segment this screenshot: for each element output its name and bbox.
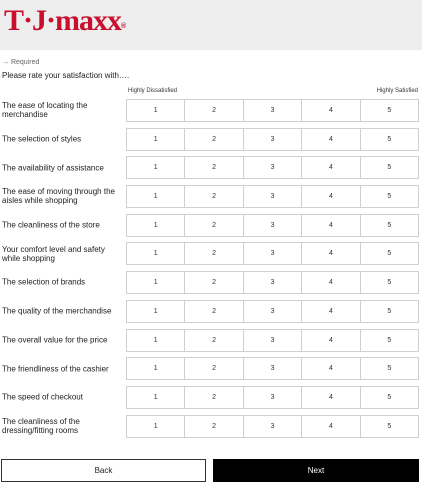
rating-option-1[interactable]: 1: [126, 386, 185, 409]
rating-option-1[interactable]: 1: [126, 329, 185, 352]
rating-option-1[interactable]: 1: [126, 214, 185, 237]
rating-options: [126, 357, 419, 380]
rating-option-2[interactable]: 2: [184, 329, 243, 352]
rating-option-5[interactable]: 5: [360, 386, 419, 409]
question-label: The availability of assistance: [2, 163, 104, 173]
question-label: The cleanliness of the store: [2, 220, 100, 230]
rating-option-5[interactable]: 5: [360, 329, 419, 352]
question-row: [0, 211, 422, 240]
rating-options: [126, 415, 419, 438]
rating-option-3[interactable]: 3: [243, 128, 302, 151]
rating-option-2[interactable]: 2: [184, 214, 243, 237]
rating-option-4[interactable]: 4: [301, 386, 360, 409]
question-label: The selection of styles: [2, 134, 82, 144]
rating-option-1[interactable]: 1: [126, 156, 185, 179]
rating-options: [126, 300, 419, 323]
rating-option-3[interactable]: 3: [243, 415, 302, 438]
rating-option-1[interactable]: 1: [126, 271, 185, 294]
question-label: The selection of brands: [2, 277, 86, 287]
rating-grid: [0, 96, 422, 440]
rating-option-5[interactable]: 5: [360, 214, 419, 237]
rating-option-5[interactable]: 5: [360, 271, 419, 294]
rating-option-4[interactable]: 4: [301, 99, 360, 122]
rating-option-2[interactable]: 2: [184, 242, 243, 265]
rating-option-4[interactable]: 4: [301, 329, 360, 352]
rating-options: [126, 242, 419, 265]
tjmaxx-logo: T·J·maxx®: [4, 4, 126, 37]
rating-option-2[interactable]: 2: [184, 156, 243, 179]
rating-option-4[interactable]: 4: [301, 156, 360, 179]
rating-option-3[interactable]: 3: [243, 214, 302, 237]
rating-options: [126, 99, 419, 122]
required-note: → Required: [2, 59, 40, 66]
rating-options: [126, 185, 419, 208]
survey-prompt: Please rate your satisfaction with….: [2, 71, 130, 80]
question-label: The ease of moving through the aisles while shopping: [2, 187, 115, 206]
rating-option-1[interactable]: 1: [126, 242, 185, 265]
scale-high-label: Highly Satisfied: [376, 88, 418, 94]
rating-option-2[interactable]: 2: [184, 415, 243, 438]
rating-option-5[interactable]: 5: [360, 156, 419, 179]
rating-option-3[interactable]: 3: [243, 300, 302, 323]
back-button[interactable]: Back: [1, 459, 206, 482]
scale-low-label: Highly Dissatisfied: [128, 88, 178, 94]
rating-option-5[interactable]: 5: [360, 415, 419, 438]
rating-option-1[interactable]: 1: [126, 357, 185, 380]
rating-option-1[interactable]: 1: [126, 128, 185, 151]
rating-option-5[interactable]: 5: [360, 185, 419, 208]
rating-option-1[interactable]: 1: [126, 185, 185, 208]
question-row: [0, 239, 422, 268]
rating-option-2[interactable]: 2: [184, 99, 243, 122]
rating-options: [126, 329, 419, 352]
question-row: [0, 326, 422, 355]
rating-option-2[interactable]: 2: [184, 128, 243, 151]
question-label: The overall value for the price: [2, 335, 108, 345]
rating-option-1[interactable]: 1: [126, 300, 185, 323]
question-row: [0, 182, 422, 211]
rating-option-3[interactable]: 3: [243, 185, 302, 208]
rating-option-4[interactable]: 4: [301, 128, 360, 151]
rating-options: [126, 128, 419, 151]
question-row: [0, 96, 422, 125]
rating-option-3[interactable]: 3: [243, 271, 302, 294]
question-label: The quality of the merchandise: [2, 306, 112, 316]
rating-option-2[interactable]: 2: [184, 300, 243, 323]
question-row: [0, 153, 422, 182]
rating-option-5[interactable]: 5: [360, 128, 419, 151]
page-header: [0, 0, 422, 50]
rating-options: [126, 386, 419, 409]
question-label: The friendliness of the cashier: [2, 364, 109, 374]
rating-option-3[interactable]: 3: [243, 357, 302, 380]
question-row: [0, 297, 422, 326]
question-row: [0, 125, 422, 154]
question-label: The speed of checkout: [2, 392, 83, 402]
rating-option-1[interactable]: 1: [126, 99, 185, 122]
question-row: [0, 354, 422, 383]
rating-option-4[interactable]: 4: [301, 185, 360, 208]
question-label: The cleanliness of the dressing/fitting rooms: [2, 416, 80, 435]
question-row: [0, 412, 422, 441]
rating-option-4[interactable]: 4: [301, 214, 360, 237]
rating-option-4[interactable]: 4: [301, 300, 360, 323]
rating-option-5[interactable]: 5: [360, 242, 419, 265]
rating-options: [126, 156, 419, 179]
rating-options: [126, 214, 419, 237]
rating-options: [126, 271, 419, 294]
question-row: [0, 268, 422, 297]
rating-option-4[interactable]: 4: [301, 415, 360, 438]
rating-option-3[interactable]: 3: [243, 329, 302, 352]
rating-option-2[interactable]: 2: [184, 357, 243, 380]
rating-option-4[interactable]: 4: [301, 242, 360, 265]
rating-option-2[interactable]: 2: [184, 386, 243, 409]
rating-option-5[interactable]: 5: [360, 99, 419, 122]
rating-option-5[interactable]: 5: [360, 300, 419, 323]
rating-option-3[interactable]: 3: [243, 99, 302, 122]
next-button[interactable]: Next: [213, 459, 419, 482]
rating-option-2[interactable]: 2: [184, 271, 243, 294]
rating-option-3[interactable]: 3: [243, 156, 302, 179]
question-label: The ease of locating the merchandise: [2, 101, 88, 120]
rating-option-4[interactable]: 4: [301, 357, 360, 380]
rating-option-3[interactable]: 3: [243, 386, 302, 409]
question-label: Your comfort level and safety while shopping: [2, 244, 105, 263]
question-row: [0, 383, 422, 412]
rating-option-4[interactable]: 4: [301, 271, 360, 294]
rating-option-1[interactable]: 1: [126, 415, 185, 438]
rating-option-5[interactable]: 5: [360, 357, 419, 380]
rating-option-2[interactable]: 2: [184, 185, 243, 208]
rating-option-3[interactable]: 3: [243, 242, 302, 265]
